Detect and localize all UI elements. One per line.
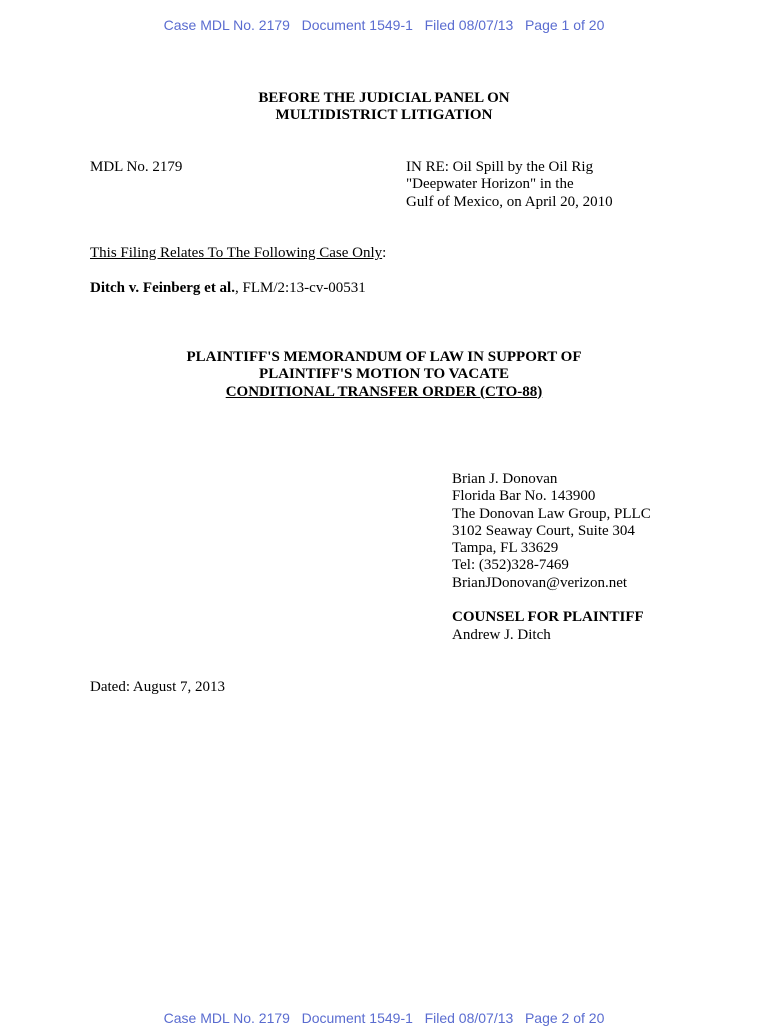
- in-re-line-3: Gulf of Mexico, on April 20, 2010: [406, 193, 613, 210]
- memo-title-line-1: PLAINTIFF'S MEMORANDUM OF LAW IN SUPPORT OF: [186, 349, 582, 365]
- counsel-role: COUNSEL FOR PLAINTIFF: [452, 609, 644, 626]
- counsel-address: 3102 Seaway Court, Suite 304: [452, 522, 635, 539]
- in-re-line-2: "Deepwater Horizon" in the: [406, 176, 574, 193]
- case-number: , FLM/2:13-cv-00531: [234, 280, 366, 296]
- counsel-firm: The Donovan Law Group, PLLC: [452, 505, 651, 522]
- counsel-email: BrianJDonovan@verizon.net: [452, 574, 628, 591]
- ecf-footer-stamp: Case MDL No. 2179 Document 1549-1 Filed 08/07/13 Page 2 of 20: [163, 1010, 605, 1026]
- counsel-name: Brian J. Donovan: [452, 471, 558, 487]
- counsel-client: Andrew J. Ditch: [452, 626, 551, 643]
- panel-heading: [0, 90, 768, 125]
- counsel-bar-number: Florida Bar No. 143900: [452, 488, 596, 505]
- memo-title-line-2: PLAINTIFF'S MOTION TO VACATE: [259, 366, 509, 383]
- ecf-header-stamp: Case MDL No. 2179 Document 1549-1 Filed 08/07/13 Page 1 of 20: [163, 17, 605, 33]
- memorandum-title: [0, 349, 768, 401]
- in-re-caption: [406, 159, 613, 211]
- memo-title-line-3: CONDITIONAL TRANSFER ORDER (CTO-88): [225, 383, 543, 400]
- dated-line: Dated: August 7, 2013: [90, 679, 225, 695]
- counsel-spacer: [452, 592, 651, 609]
- case-parties: Ditch v. Feinberg et al.: [90, 280, 235, 296]
- counsel-signature-block: [452, 471, 651, 644]
- filing-relates-colon: :: [382, 245, 387, 261]
- filing-relates-text: This Filing Relates To The Following Case Only: [90, 245, 383, 261]
- counsel-phone: Tel: (352)328-7469: [452, 557, 569, 574]
- in-re-line-1: IN RE: Oil Spill by the Oil Rig: [406, 159, 594, 175]
- panel-heading-line-1: BEFORE THE JUDICIAL PANEL ON: [258, 90, 510, 106]
- filing-relates-line: [90, 245, 386, 262]
- mdl-number: MDL No. 2179: [90, 159, 183, 175]
- case-line: [90, 280, 366, 297]
- panel-heading-line-2: MULTIDISTRICT LITIGATION: [275, 107, 493, 124]
- counsel-city: Tampa, FL 33629: [452, 540, 559, 557]
